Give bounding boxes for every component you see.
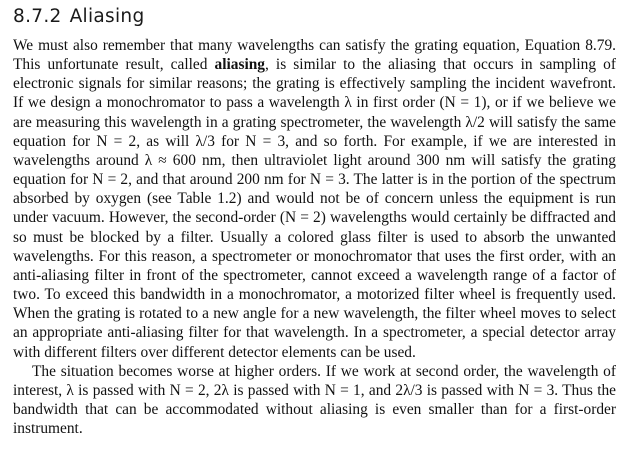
paragraph-1-lead: We must also remember that many wavelengths can satisfy the grating equation, Equation 8.79. This unfortunate result, called [13, 37, 616, 74]
paragraph-2: The situation becomes worse at higher orders. If we work at second order, the wavelength of interest, λ is passed with N = 2, 2λ is passed with N = 1, and 2λ/3 is passed with N = 3. Thus the bandwidth that can be accommodated without aliasing is even smaller than for a first-order instrument. [13, 362, 616, 438]
aliasing-term: aliasing [214, 56, 265, 74]
section-heading [13, 6, 616, 28]
section-title: Aliasing [69, 6, 145, 27]
paragraph-1 [13, 36, 616, 362]
paragraph-1-body: , is similar to the aliasing that occurs in sampling of electronic signals for similar reasons; the grating is effectively sampling the incident wavefront. If we design a monochromator to pass a wavelength λ in first order (N = 1), or if we believe we are measuring this wavelength in a grating spectrometer, the wavelength λ/2 will satisfy the same equation for N = 2, as will λ/3 for N = 3, and so forth. For example, if we are interested in wavelengths around λ ≈ 600 nm, then ultraviolet light around 300 nm will satisfy the grating equation for N = 2, and that around 200 nm for N = 3. The latter is in the portion of the spectrum absorbed by oxygen (see Table 1.2) and would not be of concern unless the equipment is run under vacuum. However, the second-order (N = 2) wavelengths would certainly be diffracted and so must be blocked by a filter. Usually a colored glass filter is used to absorb the unwanted wavelengths. For this reason, a spectrometer or monochromator that uses the first order, with an anti-aliasing filter in front of the spectrometer, cannot exceed a wavelength range of a factor of two. To exceed this bandwidth in a monochromator, a motorized filter wheel is frequently used. When the grating is rotated to a new angle for a new wavelength, the filter wheel moves to select an appropriate anti-aliasing filter for that wavelength. In a spectrometer, a special detector array with different filters over different detector elements can be used. [13, 56, 616, 361]
section-number: 8.7.2 [13, 6, 62, 27]
